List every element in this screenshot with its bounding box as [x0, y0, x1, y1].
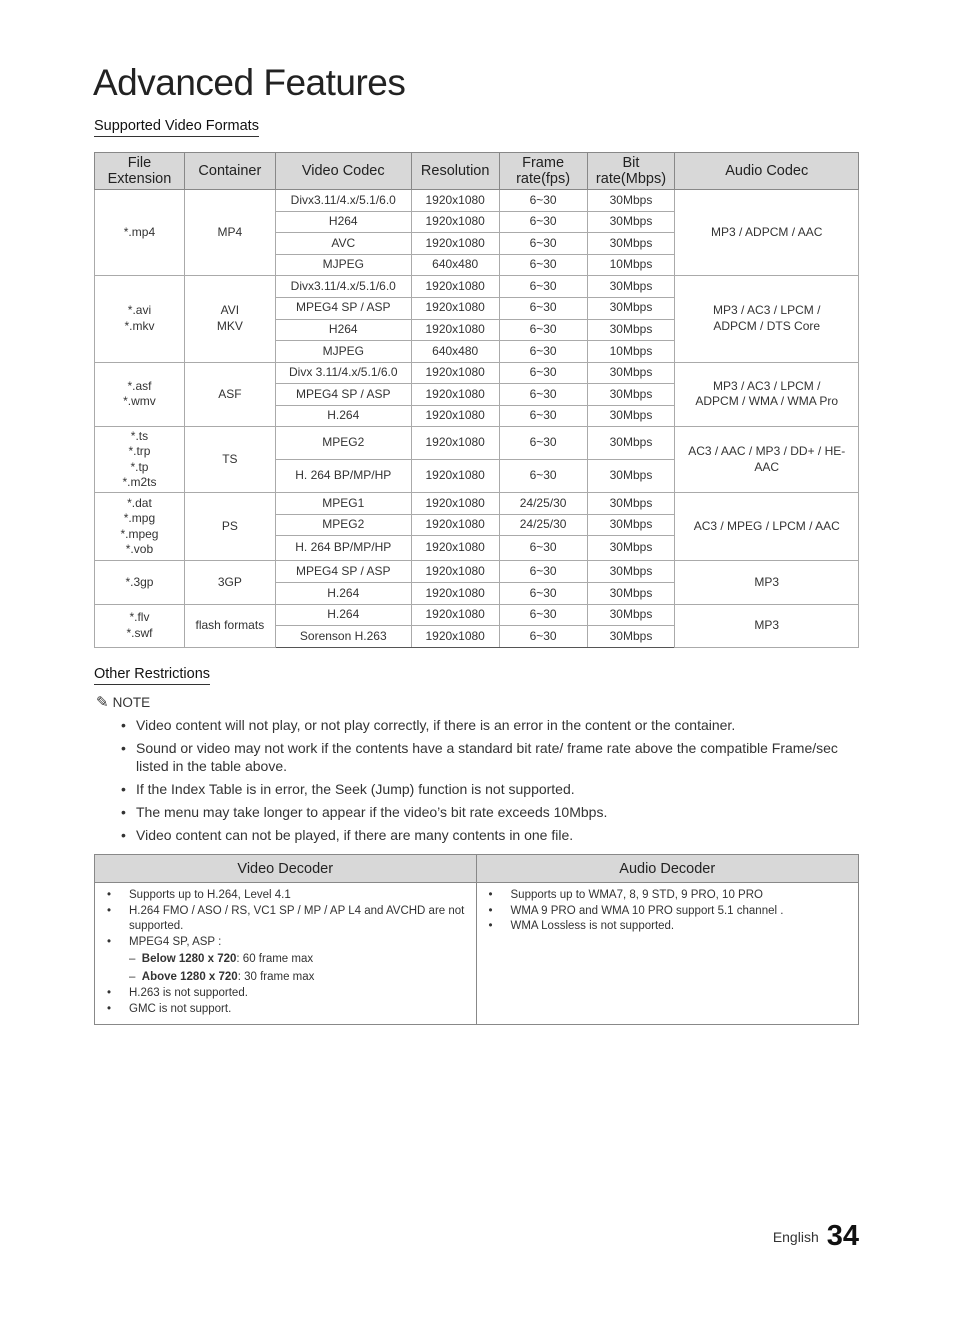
- file-extension-line: *.vob: [125, 542, 154, 556]
- video-codec-cell: MPEG4 SP / ASP: [275, 561, 411, 583]
- container-line: TS: [222, 451, 238, 466]
- video-codec-cell: MPEG4 SP / ASP: [275, 297, 411, 319]
- frame-rate-cell: 6~30: [499, 319, 587, 341]
- dash-icon: –: [129, 971, 142, 984]
- resolution-cell: 1920x1080: [411, 362, 499, 384]
- frame-rate-cell: 6~30: [499, 362, 587, 384]
- bit-rate-cell: 30Mbps: [587, 626, 675, 648]
- table-row: [95, 427, 859, 460]
- file-extension-cell: [95, 561, 185, 605]
- bit-rate-cell: 30Mbps: [587, 362, 675, 384]
- file-extension-line: *.mkv: [124, 318, 155, 333]
- resolution-cell: 1920x1080: [411, 536, 499, 561]
- frame-rate-cell: 6~30: [499, 233, 587, 255]
- bullet-icon: •: [488, 904, 493, 917]
- header-video-codec: Video Codec: [275, 153, 411, 190]
- header-bit-rate: Bit rate(Mbps): [587, 153, 675, 190]
- file-extension-line: *.mp4: [123, 224, 156, 239]
- resolution-cell: 1920x1080: [411, 190, 499, 212]
- file-extension-line: *.ts: [130, 428, 149, 443]
- video-codec-cell: H264: [275, 319, 411, 341]
- video-formats-heading: Supported Video Formats: [94, 118, 259, 137]
- frame-rate-cell: 6~30: [499, 254, 587, 276]
- audio-decoder-header: Audio Decoder: [476, 855, 859, 883]
- resolution-cell: 1920x1080: [411, 493, 499, 515]
- video-codec-cell: Sorenson H.263: [275, 626, 411, 648]
- file-extension-cell: [95, 604, 185, 647]
- audio-codec-line: ADPCM / WMA / WMA Pro: [695, 394, 839, 409]
- container-line: flash formats: [195, 617, 265, 632]
- audio-codec-cell: [675, 604, 859, 647]
- audio-codec-line: MP3 / AC3 / LPCM /: [713, 378, 821, 393]
- audio-decoder-text: WMA Lossless is not supported.: [510, 920, 675, 933]
- frame-rate-cell: 6~30: [499, 211, 587, 233]
- video-decoder-text: H.264 FMO / ASO / RS, VC1 SP / MP / AP L4 and AVCHD are not supported.: [129, 904, 465, 933]
- video-codec-cell: Divx3.11/4.x/5.1/6.0: [275, 190, 411, 212]
- header-audio-codec: Audio Codec: [675, 153, 859, 190]
- file-extension-cell: [95, 362, 185, 427]
- container-cell: [184, 604, 275, 647]
- frame-rate-cell: 6~30: [499, 583, 587, 605]
- frame-rate-cell: 24/25/30: [499, 514, 587, 536]
- video-codec-cell: Divx3.11/4.x/5.1/6.0: [275, 276, 411, 298]
- frame-rate-cell: 6~30: [499, 604, 587, 626]
- bullet-icon: •: [488, 889, 493, 901]
- bit-rate-cell: 30Mbps: [587, 514, 675, 536]
- resolution-cell: 1920x1080: [411, 514, 499, 536]
- video-codec-cell: MPEG2: [275, 427, 411, 460]
- video-decoder-subitem: [107, 950, 468, 968]
- page-title: Advanced Features: [93, 62, 406, 103]
- table-row: [95, 493, 859, 515]
- file-extension-line: *.m2ts: [122, 475, 157, 489]
- file-extension-line: *.mpeg: [120, 526, 159, 541]
- bit-rate-cell: 30Mbps: [587, 211, 675, 233]
- audio-codec-cell: [675, 362, 859, 427]
- container-line: 3GP: [217, 574, 242, 589]
- file-extension-cell: [95, 493, 185, 561]
- container-cell: [184, 190, 275, 276]
- frame-rate-cell: 6~30: [499, 561, 587, 583]
- restrictions-list: [120, 716, 850, 849]
- frame-rate-cell: 6~30: [499, 297, 587, 319]
- resolution-cell: 1920x1080: [411, 233, 499, 255]
- video-codec-cell: Divx 3.11/4.x/5.1/6.0: [275, 362, 411, 384]
- note-text: NOTE: [112, 695, 151, 710]
- page-footer: [773, 1220, 859, 1253]
- subitem-bold: Above 1280 x 720: [141, 971, 238, 984]
- file-extension-line: *.dat: [127, 495, 152, 510]
- resolution-cell: 1920x1080: [411, 626, 499, 648]
- file-extension-line: *.tp: [130, 459, 149, 474]
- table-row: [95, 362, 859, 384]
- video-decoder-item: [107, 935, 468, 951]
- container-cell: [184, 362, 275, 427]
- audio-codec-line: MP3 / ADPCM / AAC: [711, 224, 823, 239]
- frame-rate-cell: 6~30: [499, 460, 587, 493]
- bit-rate-cell: 30Mbps: [587, 297, 675, 319]
- header-container: Container: [184, 153, 275, 190]
- frame-rate-cell: 6~30: [499, 626, 587, 648]
- resolution-cell: 1920x1080: [411, 211, 499, 233]
- frame-rate-cell: 6~30: [499, 190, 587, 212]
- bullet-icon: •: [107, 987, 112, 1000]
- resolution-cell: 1920x1080: [411, 561, 499, 583]
- bit-rate-cell: 30Mbps: [587, 384, 675, 406]
- bit-rate-cell: 30Mbps: [587, 493, 675, 515]
- table-header-row: [95, 153, 859, 190]
- resolution-cell: 1920x1080: [411, 583, 499, 605]
- restriction-item: • Video content will not play, or not play correctly, if there is an error in the content or the container.: [120, 716, 850, 734]
- video-codec-cell: MPEG4 SP / ASP: [275, 384, 411, 406]
- file-extension-line: *.asf: [127, 378, 152, 393]
- header-frame-rate: Frame rate(fps): [499, 153, 587, 190]
- audio-codec-line: AC3 / AAC / MP3 / DD+ / HE-AAC: [688, 444, 846, 474]
- video-codec-cell: AVC: [275, 233, 411, 255]
- table-row: [95, 190, 859, 212]
- video-decoder-cell: [95, 883, 477, 1025]
- audio-codec-line: MP3 / AC3 / LPCM /: [713, 303, 821, 318]
- container-cell: [184, 427, 275, 493]
- subitem-rest: : 60 frame max: [236, 953, 314, 966]
- video-codec-cell: MPEG2: [275, 514, 411, 536]
- video-codec-cell: MJPEG: [275, 341, 411, 363]
- container-cell: [184, 276, 275, 363]
- audio-decoder-item: [489, 904, 851, 920]
- note-label: [96, 693, 150, 711]
- container-cell: [184, 561, 275, 605]
- resolution-cell: 1920x1080: [411, 319, 499, 341]
- video-decoder-header: Video Decoder: [95, 855, 477, 883]
- video-codec-cell: MJPEG: [275, 254, 411, 276]
- bullet-icon: •: [107, 935, 112, 948]
- subitem-rest: : 30 frame max: [237, 971, 315, 984]
- audio-codec-line: ADPCM / DTS Core: [713, 318, 821, 333]
- bit-rate-cell: 30Mbps: [587, 319, 675, 341]
- resolution-cell: 640x480: [411, 341, 499, 363]
- bit-rate-cell: 30Mbps: [587, 233, 675, 255]
- video-codec-cell: H.264: [275, 405, 411, 427]
- bullet-icon: •: [107, 1002, 112, 1015]
- video-decoder-item: [107, 904, 468, 935]
- container-line: PS: [221, 518, 238, 533]
- file-extension-cell: [95, 276, 185, 363]
- resolution-cell: 1920x1080: [411, 276, 499, 298]
- bit-rate-cell: 30Mbps: [587, 583, 675, 605]
- table-row: [95, 561, 859, 583]
- resolution-cell: 1920x1080: [411, 297, 499, 319]
- resolution-cell: 640x480: [411, 254, 499, 276]
- frame-rate-cell: 6~30: [499, 276, 587, 298]
- footer-language: English: [772, 1229, 819, 1245]
- container-line: ASF: [218, 386, 242, 401]
- audio-decoder-item: [489, 919, 851, 935]
- video-decoder-text: H.263 is not supported.: [129, 987, 248, 1000]
- audio-decoder-cell: [476, 883, 859, 1025]
- frame-rate-cell: 6~30: [499, 427, 587, 460]
- video-decoder-item: [107, 888, 468, 904]
- page-number: 34: [826, 1220, 859, 1252]
- table-row: [95, 604, 859, 626]
- video-codec-cell: H. 264 BP/MP/HP: [275, 536, 411, 561]
- video-formats-table: [94, 152, 859, 648]
- other-restrictions-heading: Other Restrictions: [94, 666, 210, 685]
- frame-rate-cell: 6~30: [499, 384, 587, 406]
- dash-icon: –: [129, 953, 142, 966]
- resolution-cell: 1920x1080: [411, 384, 499, 406]
- video-decoder-item: [107, 1002, 468, 1018]
- container-cell: [184, 493, 275, 561]
- table-row: [95, 276, 859, 298]
- file-extension-line: *.mpg: [123, 511, 156, 525]
- file-extension-line: *.flv: [129, 610, 150, 624]
- file-extension-line: *.swf: [126, 625, 153, 640]
- audio-codec-cell: [675, 493, 859, 561]
- audio-codec-cell: [675, 561, 859, 605]
- file-extension-line: *.avi: [127, 303, 152, 318]
- audio-codec-line: MP3: [754, 617, 780, 632]
- container-line: AVI: [220, 303, 240, 318]
- resolution-cell: 1920x1080: [411, 405, 499, 427]
- container-line: MP4: [217, 224, 243, 239]
- file-extension-cell: [95, 427, 185, 493]
- frame-rate-cell: 24/25/30: [499, 493, 587, 515]
- resolution-cell: 1920x1080: [411, 604, 499, 626]
- pencil-note-icon: ✎: [96, 694, 109, 711]
- bullet-icon: •: [107, 889, 112, 901]
- file-extension-line: *.3gp: [125, 574, 154, 589]
- audio-codec-cell: [675, 190, 859, 276]
- restriction-item: • If the Index Table is in error, the Seek (Jump) function is not supported.: [120, 780, 850, 798]
- frame-rate-cell: 6~30: [499, 405, 587, 427]
- video-decoder-text: Supports up to H.264, Level 4.1: [129, 889, 291, 901]
- video-decoder-text: GMC is not support.: [129, 1002, 232, 1015]
- bullet-icon: •: [488, 920, 493, 933]
- video-codec-cell: H. 264 BP/MP/HP: [275, 460, 411, 493]
- subitem-bold: Below 1280 x 720: [141, 953, 237, 966]
- file-extension-cell: [95, 190, 185, 276]
- bit-rate-cell: 30Mbps: [587, 460, 675, 493]
- frame-rate-cell: 6~30: [499, 536, 587, 561]
- bit-rate-cell: 30Mbps: [587, 561, 675, 583]
- bit-rate-cell: 30Mbps: [587, 190, 675, 212]
- bullet-icon: •: [107, 904, 112, 917]
- resolution-cell: 1920x1080: [411, 460, 499, 493]
- file-extension-line: *.wmv: [123, 394, 156, 409]
- restriction-item: • The menu may take longer to appear if the video’s bit rate exceeds 10Mbps.: [120, 803, 850, 821]
- bit-rate-cell: 30Mbps: [587, 276, 675, 298]
- video-decoder-item: [107, 986, 468, 1002]
- restriction-item: • Sound or video may not work if the contents have a standard bit rate/ frame rate above the compatible Frame/sec listed in the table above.: [120, 739, 850, 775]
- video-codec-cell: H.264: [275, 583, 411, 605]
- audio-decoder-text: WMA 9 PRO and WMA 10 PRO support 5.1 channel .: [510, 904, 784, 917]
- video-codec-cell: H.264: [275, 604, 411, 626]
- bit-rate-cell: 30Mbps: [587, 405, 675, 427]
- file-extension-line: *.trp: [128, 444, 151, 458]
- bit-rate-cell: 30Mbps: [587, 536, 675, 561]
- restriction-item: • Video content can not be played, if there are many contents in one file.: [120, 826, 850, 844]
- audio-codec-cell: [675, 427, 859, 493]
- audio-codec-cell: [675, 276, 859, 363]
- video-codec-cell: MPEG1: [275, 493, 411, 515]
- container-line: MKV: [216, 318, 243, 333]
- bit-rate-cell: 30Mbps: [587, 604, 675, 626]
- video-decoder-subitem: [107, 968, 468, 986]
- header-resolution: Resolution: [411, 153, 499, 190]
- audio-codec-line: AC3 / MPEG / LPCM / AAC: [693, 518, 840, 533]
- video-codec-cell: H264: [275, 211, 411, 233]
- header-file-extension: File Extension: [95, 153, 185, 190]
- audio-decoder-item: [489, 888, 851, 904]
- video-decoder-text: MPEG4 SP, ASP :: [129, 935, 222, 948]
- audio-codec-line: MP3: [754, 574, 780, 589]
- resolution-cell: 1920x1080: [411, 427, 499, 460]
- audio-decoder-text: Supports up to WMA7, 8, 9 STD, 9 PRO, 10 PRO: [510, 889, 763, 901]
- decoder-table: [94, 854, 859, 1025]
- frame-rate-cell: 6~30: [499, 341, 587, 363]
- bit-rate-cell: 10Mbps: [587, 341, 675, 363]
- bit-rate-cell: 30Mbps: [587, 427, 675, 460]
- bit-rate-cell: 10Mbps: [587, 254, 675, 276]
